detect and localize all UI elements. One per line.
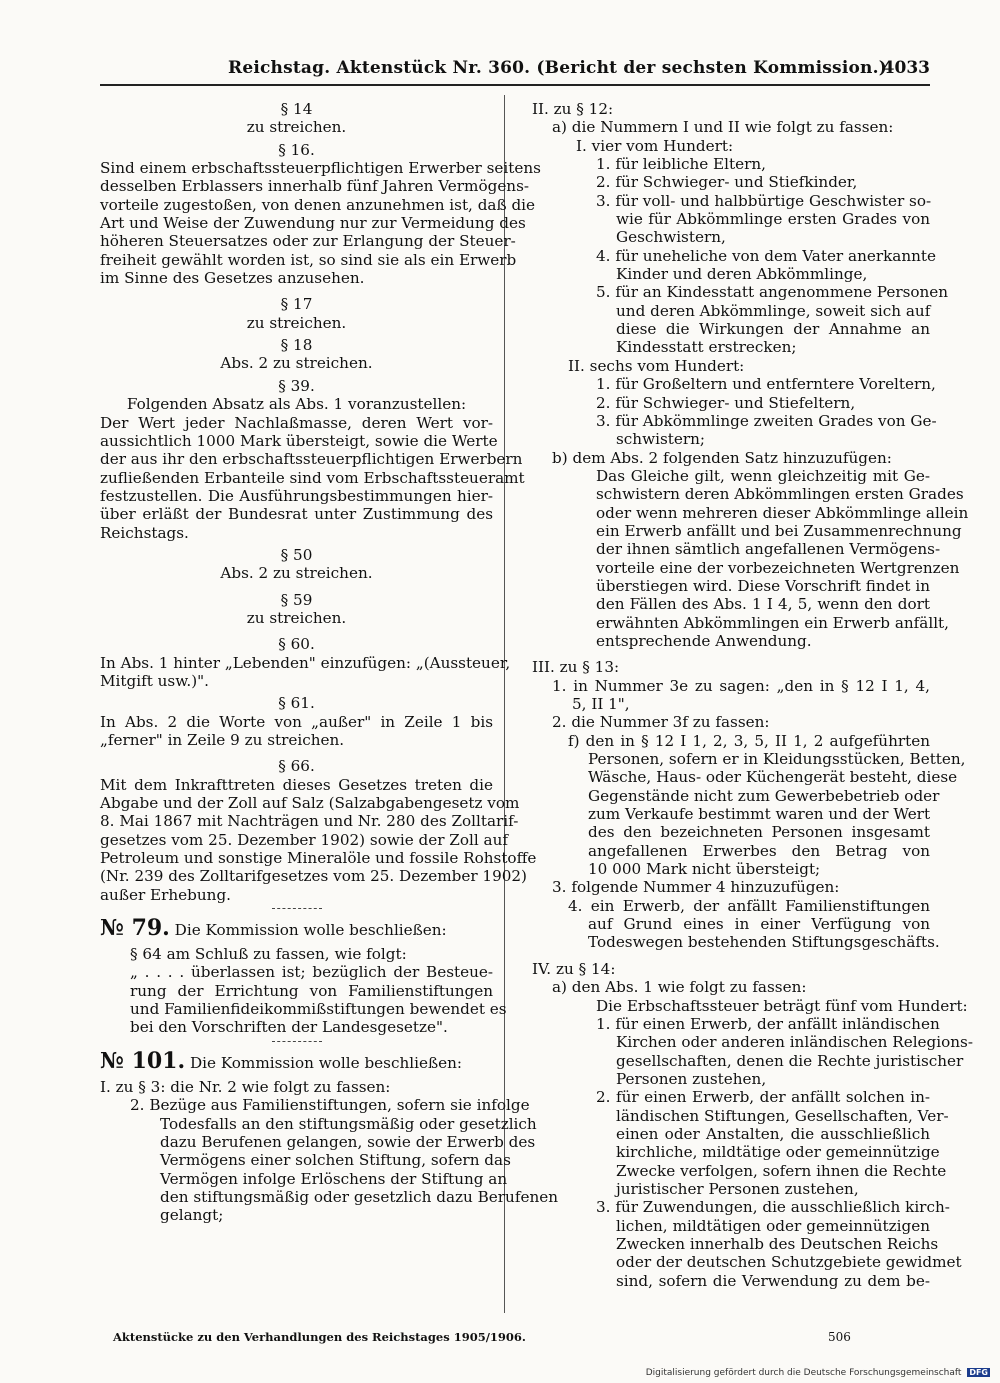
- text-line: „ferner" in Zeile 9 zu streichen.: [100, 731, 345, 749]
- text-line: 1. in Nummer 3e zu sagen: „den in § 12 I 1, 4,: [552, 676, 930, 695]
- section-divider: [272, 908, 322, 909]
- text-line: Reichstags.: [100, 523, 189, 542]
- text-line: § 61.: [278, 694, 315, 713]
- text-line: erwähnten Abkömmlingen ein Erwerb anfällt,: [596, 613, 949, 632]
- text-line: vorteile eine der vorbezeichneten Wertgrenzen: [596, 558, 960, 577]
- text-line: Abs. 2 zu streichen.: [220, 564, 373, 583]
- text-line: Mit dem Inkrafttreten dieses Gesetzes treten die: [100, 775, 493, 794]
- text-line: „ . . . . überlassen ist; bezüglich der Besteue-: [130, 963, 493, 982]
- text-line: III. zu § 13:: [532, 658, 620, 677]
- text-line: zum Verkaufe bestimmt waren und der Wert: [588, 805, 931, 824]
- text-line: § 14: [280, 100, 313, 118]
- text-line: 3. für Abkömmlinge zweiten Grades von Ge-: [596, 411, 937, 430]
- text-line: der ihnen sämtlich angefallenen Vermögens-: [596, 540, 941, 559]
- text-line: der aus ihr den erbschaftssteuerpflichtigen Erwerbern: [100, 450, 523, 469]
- text-line: 2. die Nummer 3f zu fassen:: [552, 713, 770, 732]
- text-line: IV. zu § 14:: [532, 959, 616, 978]
- text-line: schwistern;: [616, 430, 705, 449]
- spacer: [516, 650, 930, 658]
- text-line: überstiegen wird. Diese Vorschrift findet in: [596, 576, 930, 595]
- footer-sheet-number: 506: [828, 1330, 851, 1344]
- text-line: wie für Abkömmlinge ersten Grades von: [616, 210, 930, 229]
- text-line: 8. Mai 1867 mit Nachträgen und Nr. 280 des Zolltarif-: [100, 812, 519, 831]
- text-line: In Abs. 2 die Worte von „außer" in Zeile 1 bis: [100, 712, 493, 731]
- right-column-paragraphs: [516, 100, 973, 1290]
- footer-source: Aktenstücke zu den Verhandlungen des Reichstages 1905/1906.: [113, 1330, 526, 1344]
- text-line: aussichtlich 1000 Mark übersteigt, sowie die Werte: [100, 431, 498, 450]
- text-line: dazu Berufenen gelangen, sowie der Erwerb des: [160, 1132, 536, 1151]
- text-line: auf Grund eines in einer Verfügung von: [588, 915, 930, 934]
- text-line: 10 000 Mark nicht übersteigt;: [588, 860, 821, 879]
- text-line: f) den in § 12 I 1, 2, 3, 5, II 1, 2 aufgeführten: [568, 731, 930, 750]
- text-line: juristischer Personen zustehen,: [616, 1179, 859, 1198]
- text-line: zufließenden Erbanteile sind vom Erbschaftssteueramt: [100, 468, 525, 487]
- text-line: № 101. Die Kommission wolle beschließen:: [100, 1047, 462, 1074]
- text-line: Petroleum und sonstige Mineralöle und fossile Rohstoffe: [100, 849, 537, 868]
- text-line: oder wenn mehreren dieser Abkömmlinge allein: [596, 503, 969, 522]
- text-line: zu streichen.: [246, 608, 347, 627]
- text-line: desselben Erblassers innerhalb fünf Jahren Vermögens-: [100, 177, 530, 196]
- text-line: b) dem Abs. 2 folgenden Satz hinzuzufügen:: [552, 448, 892, 467]
- text-line: II. zu § 12:: [532, 100, 614, 118]
- text-line: festzustellen. Die Ausführungsbestimmungen hier-: [100, 486, 493, 505]
- text-line: schwistern deren Abkömmlingen ersten Grades: [596, 485, 964, 504]
- text-line: gesellschaften, denen die Rechte juristischer: [616, 1051, 964, 1070]
- text-line: Zwecke verfolgen, sofern ihnen die Rechte: [616, 1161, 947, 1180]
- text-line: Todeswegen bestehenden Stiftungsgeschäfts.: [588, 933, 940, 952]
- spacer: [100, 583, 493, 591]
- text-line: 5, II 1",: [572, 695, 630, 713]
- dfg-logo: DFG: [969, 1368, 988, 1377]
- text-line: 2. für Schwieger- und Stiefkinder,: [596, 173, 858, 192]
- header-rule: [100, 84, 930, 86]
- text-line: diese die Wirkungen der Annahme an: [616, 320, 930, 339]
- text-line: freiheit gewählt worden ist, so sind sie als ein Erwerb: [100, 250, 517, 269]
- spacer: [516, 952, 930, 960]
- left-column-paragraphs: [100, 100, 541, 904]
- text-line: Art und Weise der Zuwendung nur zur Vermeidung des: [100, 214, 526, 233]
- text-line: gelangt;: [160, 1206, 224, 1225]
- text-line: Personen, sofern er in Kleidungsstücken, Betten,: [588, 750, 966, 769]
- text-line: 3. für voll- und halbbürtige Geschwister so-: [596, 191, 932, 210]
- text-line: Folgenden Absatz als Abs. 1 voranzustellen:: [126, 395, 467, 414]
- text-line: Personen zustehen,: [616, 1069, 767, 1088]
- text-line: § 39.: [278, 376, 315, 395]
- text-line: 2. für einen Erwerb, der anfällt solchen in-: [596, 1088, 930, 1107]
- text-line: zu streichen.: [246, 313, 347, 332]
- text-line: angefallenen Erwerbes den Betrag von: [588, 841, 930, 860]
- text-line: 1. für leibliche Eltern,: [596, 155, 766, 174]
- text-line: § 17: [280, 295, 313, 314]
- text-line: a) die Nummern I und II wie folgt zu fassen:: [552, 118, 894, 137]
- text-line: 3. folgende Nummer 4 hinzuzufügen:: [552, 878, 840, 897]
- text-line: 1. für Großeltern und entferntere Voreltern,: [596, 375, 936, 394]
- text-line: im Sinne des Gesetzes anzusehen.: [100, 269, 365, 288]
- text-line: № 79. Die Kommission wolle beschließen:: [100, 915, 447, 942]
- text-line: höheren Steuersatzes oder zur Erlangung der Steuer-: [100, 232, 516, 251]
- text-line: Zwecken innerhalb des Deutschen Reichs: [616, 1234, 939, 1253]
- text-line: I. zu § 3: die Nr. 2 wie folgt zu fassen:: [100, 1077, 391, 1096]
- text-line: Sind einem erbschaftssteuerpflichtigen Erwerber seitens: [100, 159, 541, 178]
- text-line: Gegenstände nicht zum Gewerbebetrieb oder: [588, 786, 940, 805]
- text-line: 4. ein Erwerb, der anfällt Familienstiftungen: [568, 896, 930, 915]
- text-line: Abs. 2 zu streichen.: [220, 354, 373, 373]
- text-line: II. sechs vom Hundert:: [568, 356, 745, 375]
- text-line: Der Wert jeder Nachlaßmasse, deren Wert vor-: [100, 413, 493, 432]
- text-line: gesetzes vom 25. Dezember 1902) sowie der Zoll auf: [100, 830, 509, 849]
- text-line: 3. für Zuwendungen, die ausschließlich kirch-: [596, 1198, 950, 1217]
- page-number: 4033: [882, 58, 930, 78]
- text-line: (Nr. 239 des Zolltarifgesetzes vom 25. Dezember 1902): [100, 867, 527, 886]
- text-line: ländischen Stiftungen, Gesellschaften, Ver-: [616, 1106, 949, 1125]
- spacer: [100, 627, 493, 635]
- text-line: und Familienfideikommißstiftungen bewendet es: [130, 1000, 507, 1019]
- text-line: Kirchen oder anderen inländischen Relegions-: [616, 1033, 973, 1052]
- text-line: Geschwistern,: [616, 228, 726, 247]
- left-column: [100, 100, 558, 1225]
- text-line: Kindesstatt erstrecken;: [616, 338, 797, 357]
- text-line: außer Erhebung.: [100, 885, 232, 904]
- text-line: 5. für an Kindesstatt angenommene Personen: [596, 283, 949, 302]
- text-line: oder der deutschen Schutzgebiete gewidmet: [616, 1253, 962, 1272]
- text-line: I. vier vom Hundert:: [576, 136, 734, 155]
- text-line: einen oder Anstalten, die ausschließlich: [616, 1124, 930, 1143]
- text-line: Abgabe und der Zoll auf Salz (Salzabgabengesetz vom: [100, 794, 520, 813]
- text-line: Kinder und deren Abkömmlinge,: [616, 265, 868, 284]
- text-line: § 66.: [278, 757, 315, 776]
- text-line: entsprechende Anwendung.: [596, 631, 812, 650]
- text-line: zu streichen.: [246, 118, 347, 137]
- text-line: a) den Abs. 1 wie folgt zu fassen:: [552, 978, 807, 997]
- motion-101: [100, 1047, 558, 1225]
- text-line: Wäsche, Haus- oder Küchengerät besteht, diese: [588, 768, 958, 787]
- text-line: des den bezeichneten Personen insgesamt: [588, 823, 930, 842]
- text-line: § 59: [280, 590, 313, 609]
- text-line: Todesfalls an den stiftungsmäßig oder gesetzlich: [160, 1114, 537, 1133]
- text-line: rung der Errichtung von Familienstiftungen: [130, 981, 493, 1000]
- page-header: [100, 58, 930, 82]
- text-line: lichen, mildtätigen oder gemeinnützigen: [616, 1216, 930, 1235]
- text-line: den Fällen des Abs. 1 I 4, 5, wenn den dort: [596, 595, 930, 614]
- motion-number: № 79.: [100, 915, 170, 942]
- text-line: § 60.: [278, 635, 315, 654]
- text-line: 4. für uneheliche von dem Vater anerkannte: [596, 246, 937, 265]
- text-line: § 16.: [278, 140, 315, 159]
- credit-text: Digitalisierung gefördert durch die Deutsche Forschungsgemeinschaft: [645, 1368, 962, 1378]
- digitization-credit: [646, 1368, 990, 1378]
- text-line: § 50: [280, 545, 313, 564]
- text-line: bei den Vorschriften der Landesgesetze".: [130, 1018, 448, 1037]
- motion-number: № 101.: [100, 1047, 186, 1074]
- text-line: kirchliche, mildtätige oder gemeinnützige: [616, 1143, 940, 1162]
- right-column: [516, 100, 973, 1290]
- text-line: und deren Abkömmlinge, soweit sich auf: [616, 301, 931, 320]
- text-line: § 18: [280, 336, 313, 355]
- text-line: den stiftungsmäßig oder gesetzlich dazu Berufenen: [160, 1187, 558, 1206]
- text-line: sind, sofern die Verwendung zu dem be-: [616, 1271, 930, 1290]
- text-line: Mitgift usw.)".: [100, 671, 209, 690]
- text-line: über erläßt der Bundesrat unter Zustimmung des: [100, 505, 493, 524]
- text-line: ein Erwerb anfällt und bei Zusammenrechnung: [596, 521, 962, 540]
- spacer: [100, 287, 493, 295]
- text-line: Vermögens einer solchen Stiftung, sofern das: [160, 1151, 511, 1170]
- spacer: [100, 749, 493, 757]
- text-line: Die Erbschaftssteuer beträgt fünf vom Hundert:: [596, 996, 968, 1015]
- text-line: Das Gleiche gilt, wenn gleichzeitig mit Ge-: [596, 466, 930, 485]
- section-divider: [272, 1041, 322, 1042]
- text-line: Vermögen infolge Erlöschens der Stiftung an: [160, 1169, 508, 1188]
- motion-79: [100, 915, 507, 1037]
- running-title: Reichstag. Aktenstück Nr. 360. (Bericht der sechsten Kommission.): [228, 58, 887, 78]
- text-line: § 64 am Schluß zu fassen, wie folgt:: [130, 945, 407, 964]
- text-line: 1. für einen Erwerb, der anfällt inländischen: [596, 1014, 940, 1033]
- text-line: 2. für Schwieger- und Stiefeltern,: [596, 393, 856, 412]
- text-line: In Abs. 1 hinter „Lebenden" einzufügen: „(Aussteuer,: [100, 653, 511, 672]
- text-line: 2. Bezüge aus Familienstiftungen, sofern sie infolge: [130, 1096, 530, 1115]
- text-line: vorteile zugestoßen, von denen anzunehmen ist, daß die: [100, 195, 536, 214]
